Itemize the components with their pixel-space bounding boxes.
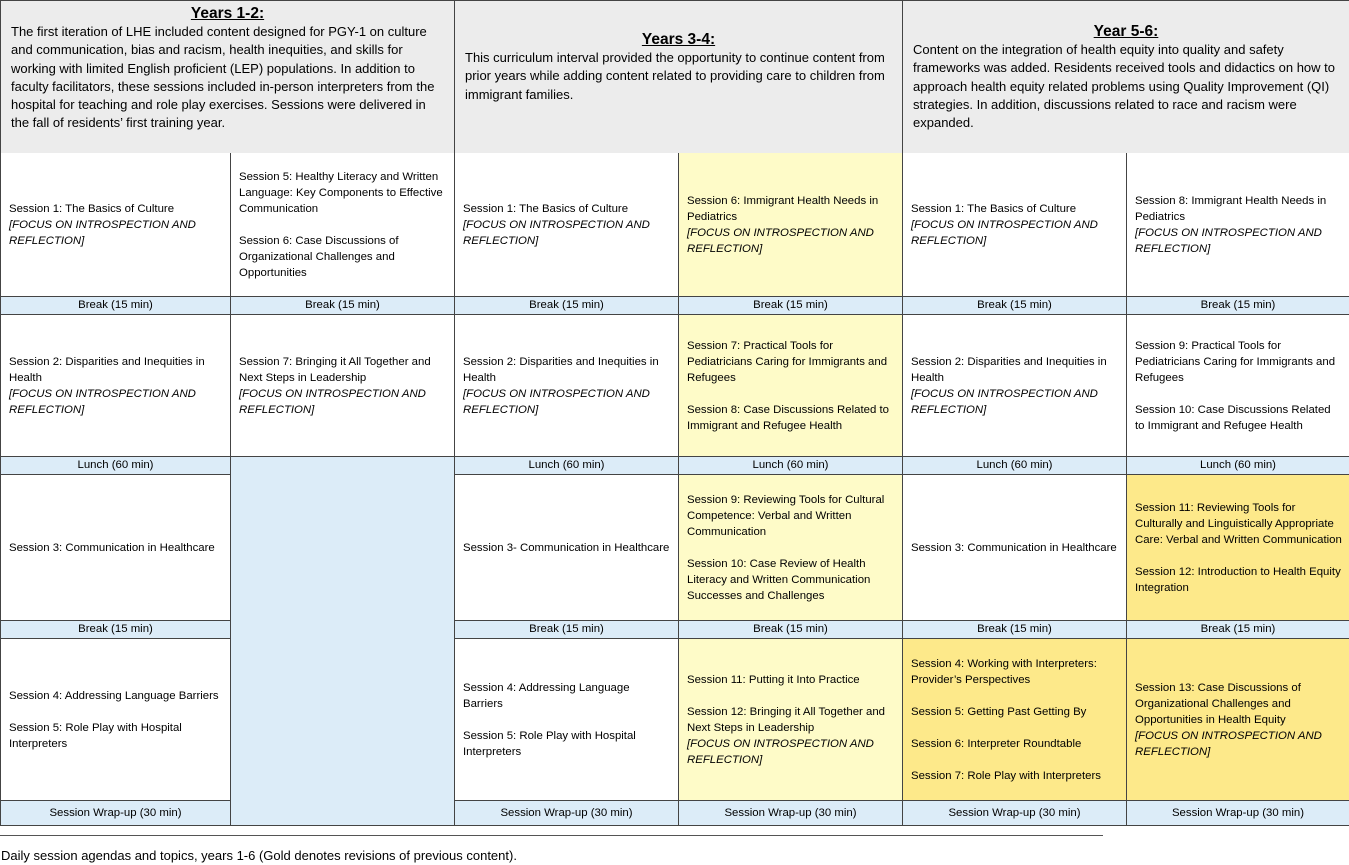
session-cell bbox=[455, 315, 679, 457]
break-label: Break (15 min) bbox=[1, 297, 231, 315]
session-cell bbox=[903, 153, 1127, 297]
wrapup-label: Session Wrap-up (30 min) bbox=[903, 801, 1127, 826]
session-cell bbox=[231, 315, 455, 457]
wrapup-label: Session Wrap-up (30 min) bbox=[455, 801, 679, 826]
session-title: Session 3: Communication in Healthcare bbox=[9, 541, 215, 554]
session-title: Session 5: Role Play with Hospital Interpreters bbox=[9, 721, 182, 750]
session-cell bbox=[455, 639, 679, 801]
session-cell bbox=[1, 315, 231, 457]
header-text: Content on the integration of health equity into quality and safety frameworks was added. Residents received tools and didactics on how to approach health equity related problems using Quality Improvement (QI) strategies. In addition, discussions related to race and racism were expanded. bbox=[913, 42, 1335, 131]
session-title: Session 12: Bringing it All Together and Next Steps in Leadership bbox=[687, 705, 885, 734]
session-cell bbox=[1, 153, 231, 297]
session-title: Session 12: Introduction to Health Equity Integration bbox=[1135, 565, 1341, 594]
session-title: Session 13: Case Discussions of Organizational Challenges and Opportunities in Health Equity bbox=[1135, 681, 1301, 726]
session-title: Session 10: Case Discussions Related to Immigrant and Refugee Health bbox=[1135, 403, 1331, 432]
session-cell bbox=[679, 153, 903, 297]
wrapup-label: Session Wrap-up (30 min) bbox=[1, 801, 231, 826]
session-title: Session 5: Getting Past Getting By bbox=[911, 705, 1087, 718]
session-title: Session 4: Addressing Language Barriers bbox=[463, 681, 630, 710]
header-title: Years 1-2: bbox=[190, 5, 265, 22]
break-label: Break (15 min) bbox=[679, 621, 903, 639]
focus-note: [FOCUS ON INTROSPECTION AND REFLECTION] bbox=[687, 226, 874, 255]
session-cell bbox=[455, 475, 679, 621]
focus-note: [FOCUS ON INTROSPECTION AND REFLECTION] bbox=[9, 387, 196, 416]
session-title: Session 8: Immigrant Health Needs in Pediatrics bbox=[1135, 194, 1327, 223]
break-label: Break (15 min) bbox=[455, 621, 679, 639]
session-title: Session 7: Role Play with Interpreters bbox=[911, 769, 1101, 782]
wrapup-label: Session Wrap-up (30 min) bbox=[679, 801, 903, 826]
break-label: Break (15 min) bbox=[1127, 621, 1349, 639]
session-cell bbox=[1127, 475, 1349, 621]
header-title: Year 5-6: bbox=[1093, 23, 1159, 40]
session-title: Session 4: Addressing Language Barriers bbox=[9, 689, 219, 702]
session-title: Session 1: The Basics of Culture bbox=[911, 202, 1077, 215]
break-label: Break (15 min) bbox=[903, 621, 1127, 639]
session-title: Session 6: Interpreter Roundtable bbox=[911, 737, 1082, 750]
focus-note: [FOCUS ON INTROSPECTION AND REFLECTION] bbox=[1135, 226, 1322, 255]
empty-block bbox=[231, 457, 455, 826]
session-title: Session 2: Disparities and Inequities in Health bbox=[463, 355, 659, 384]
session-title: Session 5: Healthy Literacy and Written Language: Key Components to Effective Communication bbox=[239, 170, 443, 215]
session-cell bbox=[903, 475, 1127, 621]
break-label: Break (15 min) bbox=[231, 297, 455, 315]
session-title: Session 11: Putting it Into Practice bbox=[687, 673, 860, 686]
session-title: Session 6: Case Discussions of Organizational Challenges and Opportunities bbox=[239, 234, 399, 279]
session-title: Session 3- Communication in Healthcare bbox=[463, 541, 670, 554]
wrapup-label: Session Wrap-up (30 min) bbox=[1127, 801, 1349, 826]
header-text: The first iteration of LHE included content designed for PGY-1 on culture and communication, bias and racism, health inequities, and skills for working with limited English proficient (LEP) populations. In addition to faculty facilitators, these sessions included in-person interpreters from the hospital for teaching and role play exercises. Sessions were delivered in the fall of residents’ first training year. bbox=[11, 24, 435, 131]
header-years-5-6 bbox=[903, 1, 1349, 154]
lunch-label: Lunch (60 min) bbox=[1127, 457, 1349, 475]
header-years-3-4 bbox=[455, 1, 903, 154]
session-cell bbox=[1127, 315, 1349, 457]
session-cell bbox=[1, 639, 231, 801]
session-cell bbox=[231, 153, 455, 297]
lunch-label: Lunch (60 min) bbox=[1, 457, 231, 475]
figure-caption: Daily session agendas and topics, years 1-6 (Gold denotes revisions of previous content). bbox=[1, 848, 517, 863]
session-title: Session 6: Immigrant Health Needs in Pediatrics bbox=[687, 194, 879, 223]
session-cell bbox=[679, 639, 903, 801]
session-title: Session 1: The Basics of Culture bbox=[9, 202, 175, 215]
header-title: Years 3-4: bbox=[641, 31, 716, 48]
session-cell bbox=[1, 475, 231, 621]
session-title: Session 2: Disparities and Inequities in Health bbox=[9, 355, 205, 384]
session-title: Session 8: Case Discussions Related to Immigrant and Refugee Health bbox=[687, 403, 889, 432]
header-years-1-2 bbox=[1, 1, 455, 154]
session-cell bbox=[903, 639, 1127, 801]
focus-note: [FOCUS ON INTROSPECTION AND REFLECTION] bbox=[463, 387, 650, 416]
focus-note: [FOCUS ON INTROSPECTION AND REFLECTION] bbox=[687, 737, 874, 766]
focus-note: [FOCUS ON INTROSPECTION AND REFLECTION] bbox=[9, 218, 196, 247]
break-label: Break (15 min) bbox=[903, 297, 1127, 315]
break-label: Break (15 min) bbox=[1, 621, 231, 639]
focus-note: [FOCUS ON INTROSPECTION AND REFLECTION] bbox=[911, 218, 1098, 247]
session-cell bbox=[1127, 639, 1349, 801]
session-title: Session 7: Practical Tools for Pediatricians Caring for Immigrants and Refugees bbox=[687, 339, 888, 384]
session-title: Session 7: Bringing it All Together and Next Steps in Leadership bbox=[239, 355, 431, 384]
focus-note: [FOCUS ON INTROSPECTION AND REFLECTION] bbox=[239, 387, 426, 416]
focus-note: [FOCUS ON INTROSPECTION AND REFLECTION] bbox=[911, 387, 1098, 416]
break-label: Break (15 min) bbox=[455, 297, 679, 315]
focus-note: [FOCUS ON INTROSPECTION AND REFLECTION] bbox=[463, 218, 650, 247]
session-title: Session 5: Role Play with Hospital Interpreters bbox=[463, 729, 636, 758]
session-cell bbox=[679, 315, 903, 457]
session-cell bbox=[1127, 153, 1349, 297]
session-cell bbox=[455, 153, 679, 297]
session-title: Session 2: Disparities and Inequities in Health bbox=[911, 355, 1107, 384]
session-title: Session 4: Working with Interpreters: Provider’s Perspectives bbox=[911, 657, 1097, 686]
session-title: Session 9: Reviewing Tools for Cultural Competence: Verbal and Written Communication bbox=[687, 493, 885, 538]
session-title: Session 11: Reviewing Tools for Culturally and Linguistically Appropriate Care: Verbal and Written Communication bbox=[1135, 501, 1342, 546]
session-title: Session 1: The Basics of Culture bbox=[463, 202, 629, 215]
lunch-label: Lunch (60 min) bbox=[455, 457, 679, 475]
break-label: Break (15 min) bbox=[1127, 297, 1349, 315]
break-label: Break (15 min) bbox=[679, 297, 903, 315]
session-grid bbox=[0, 153, 1349, 826]
session-title: Session 9: Practical Tools for Pediatricians Caring for Immigrants and Refugees bbox=[1135, 339, 1336, 384]
agenda-table bbox=[0, 0, 1349, 154]
session-title: Session 10: Case Review of Health Literacy and Written Communication Successes and Challenges bbox=[687, 557, 871, 602]
caption-divider bbox=[0, 835, 1103, 836]
lunch-label: Lunch (60 min) bbox=[903, 457, 1127, 475]
session-title: Session 3: Communication in Healthcare bbox=[911, 541, 1117, 554]
header-text: This curriculum interval provided the opportunity to continue content from prior years while adding content related to providing care to children from immigrant families. bbox=[465, 50, 885, 102]
lunch-label: Lunch (60 min) bbox=[679, 457, 903, 475]
focus-note: [FOCUS ON INTROSPECTION AND REFLECTION] bbox=[1135, 729, 1322, 758]
session-cell bbox=[679, 475, 903, 621]
session-cell bbox=[903, 315, 1127, 457]
